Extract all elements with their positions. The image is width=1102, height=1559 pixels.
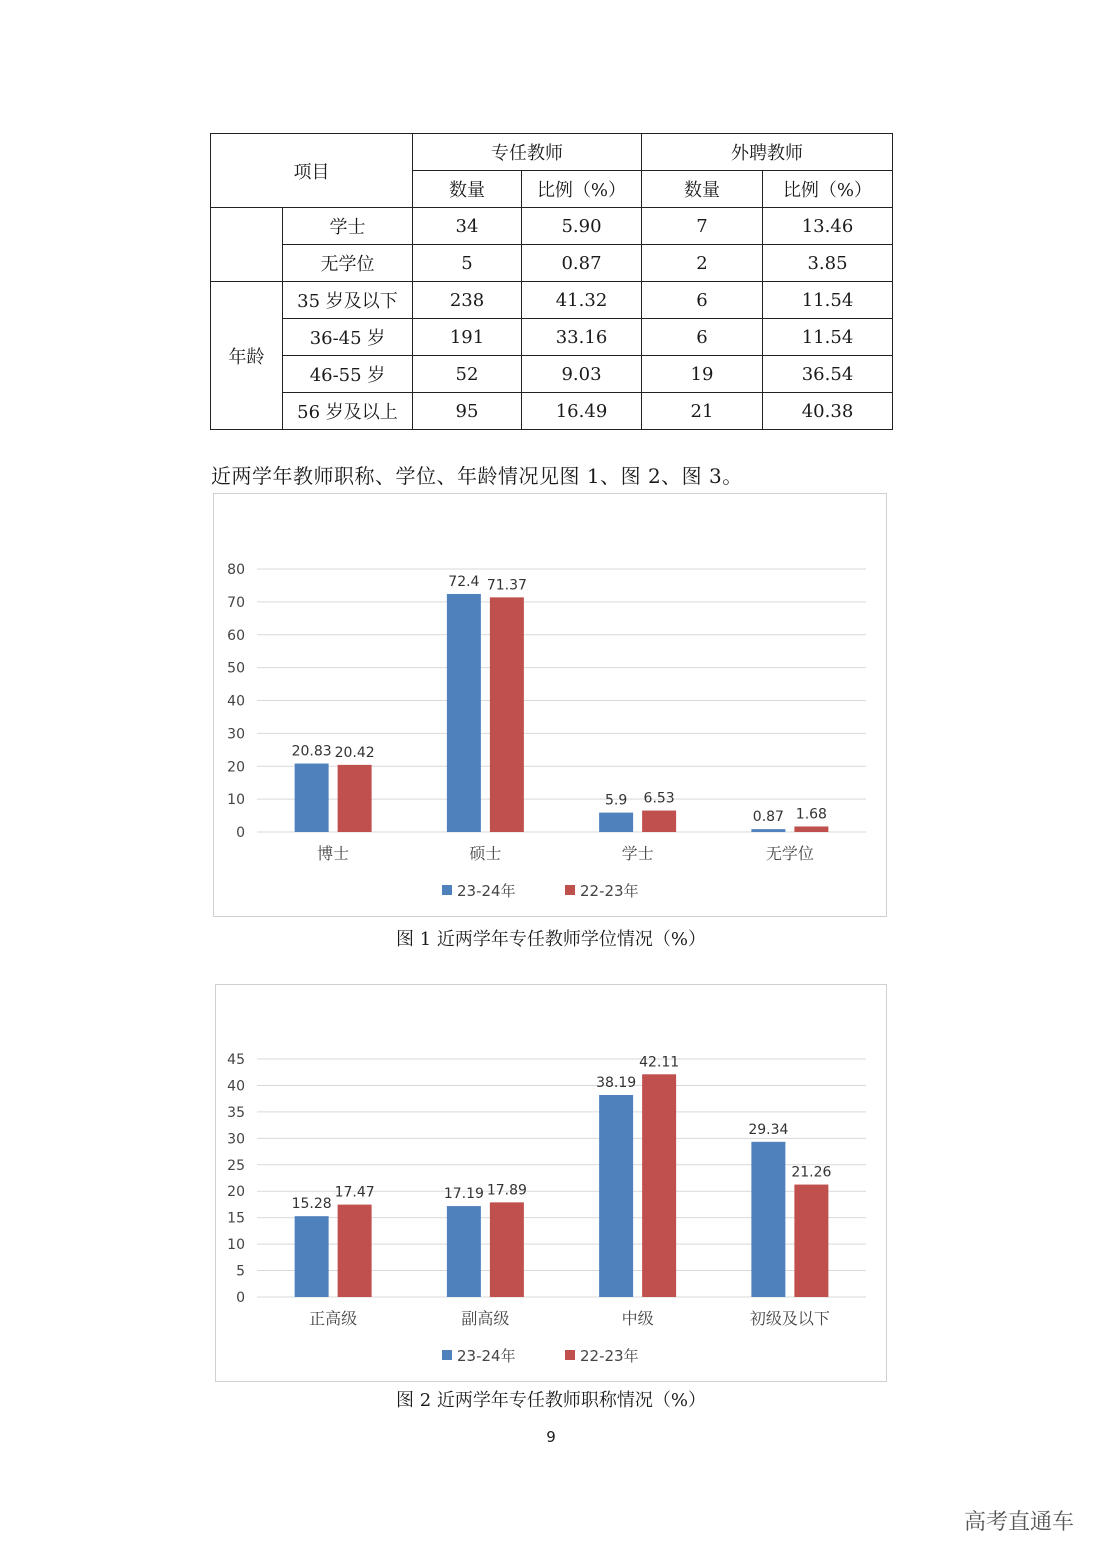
chart-degree-frame <box>213 493 887 917</box>
y-tick-label: 45 <box>227 1052 245 1068</box>
cell: 5.90 <box>522 208 642 245</box>
cell: 2 <box>642 245 763 282</box>
bar <box>338 765 372 832</box>
row-label: 56 岁及以上 <box>283 393 413 430</box>
y-tick-label: 25 <box>227 1157 245 1174</box>
cell: 191 <box>413 319 522 356</box>
legend-swatch <box>565 885 575 895</box>
data-label: 72.4 <box>448 573 480 590</box>
cell: 34 <box>413 208 522 245</box>
bar <box>794 826 828 832</box>
data-label: 17.47 <box>334 1184 375 1201</box>
bar <box>447 594 481 832</box>
bar <box>599 813 633 832</box>
cell: 41.32 <box>522 282 642 319</box>
chart-title-frame <box>215 984 887 1382</box>
group-cell-age: 年龄 <box>211 282 283 430</box>
y-tick-label: 30 <box>227 1131 245 1148</box>
legend-label: 23-24年 <box>457 1347 516 1365</box>
y-tick-label: 15 <box>227 1210 245 1227</box>
cell: 19 <box>642 356 763 393</box>
bar <box>490 1202 524 1297</box>
x-category-label: 学士 <box>621 844 654 863</box>
subheader-count-2: 数量 <box>642 171 763 208</box>
x-category-label: 副高级 <box>461 1309 510 1328</box>
x-category-label: 初级及以下 <box>749 1309 830 1328</box>
y-tick-label: 30 <box>227 726 245 743</box>
header-external: 外聘教师 <box>642 134 893 171</box>
legend-label: 23-24年 <box>457 882 516 900</box>
legend-swatch <box>442 885 452 895</box>
table-row <box>211 393 893 430</box>
bar <box>338 1205 372 1297</box>
table-row <box>211 319 893 356</box>
data-label: 1.68 <box>795 806 827 823</box>
data-label: 17.19 <box>443 1186 484 1203</box>
data-label: 38.19 <box>596 1075 637 1092</box>
row-label: 46-55 岁 <box>283 356 413 393</box>
y-tick-label: 5 <box>236 1263 245 1280</box>
bar <box>751 829 785 832</box>
cell: 5 <box>413 245 522 282</box>
bar <box>295 764 329 832</box>
y-tick-label: 20 <box>227 1184 245 1201</box>
table-row <box>211 208 893 245</box>
row-label: 无学位 <box>283 245 413 282</box>
table-row <box>211 282 893 319</box>
subheader-count-1: 数量 <box>413 171 522 208</box>
teacher-stats-table <box>210 133 893 430</box>
data-label: 6.53 <box>643 790 675 807</box>
data-label: 71.37 <box>486 577 527 594</box>
data-label: 0.87 <box>752 809 784 826</box>
y-tick-label: 10 <box>227 792 245 809</box>
table-row <box>211 356 893 393</box>
row-label: 36-45 岁 <box>283 319 413 356</box>
data-label: 15.28 <box>291 1196 332 1213</box>
subheader-ratio-2: 比例（%） <box>763 171 893 208</box>
x-category-label: 正高级 <box>309 1309 358 1328</box>
cell: 36.54 <box>763 356 893 393</box>
legend-swatch <box>565 1350 575 1360</box>
chart-degree-caption: 图 1 近两学年专任教师学位情况（%） <box>396 929 706 950</box>
y-tick-label: 0 <box>236 1290 245 1306</box>
table-row <box>211 245 893 282</box>
legend-label: 22-23年 <box>580 882 639 900</box>
bar <box>295 1216 329 1297</box>
y-tick-label: 10 <box>227 1237 245 1254</box>
data-label: 42.11 <box>639 1054 680 1071</box>
header-item: 项目 <box>211 134 413 208</box>
cell: 95 <box>413 393 522 430</box>
cell: 0.87 <box>522 245 642 282</box>
bar <box>751 1142 785 1297</box>
y-tick-label: 20 <box>227 759 245 776</box>
bar <box>642 1074 676 1297</box>
cell: 40.38 <box>763 393 893 430</box>
y-tick-label: 40 <box>227 693 245 710</box>
y-tick-label: 0 <box>236 825 245 841</box>
data-label: 17.89 <box>486 1182 527 1199</box>
subheader-ratio-1: 比例（%） <box>522 171 642 208</box>
cell: 6 <box>642 282 763 319</box>
row-label: 学士 <box>283 208 413 245</box>
legend-swatch <box>442 1350 452 1360</box>
chart-degree <box>214 494 886 916</box>
cell: 3.85 <box>763 245 893 282</box>
y-tick-label: 80 <box>227 562 245 578</box>
header-fulltime: 专任教师 <box>413 134 642 171</box>
row-label: 35 岁及以下 <box>283 282 413 319</box>
data-label: 21.26 <box>791 1164 832 1181</box>
group-cell-degree <box>211 208 283 282</box>
data-label: 20.42 <box>334 744 375 761</box>
cell: 16.49 <box>522 393 642 430</box>
intro-text: 近两学年教师职称、学位、年龄情况见图 1、图 2、图 3。 <box>211 464 743 488</box>
chart-professional-title <box>216 985 886 1381</box>
bar <box>599 1095 633 1297</box>
cell: 52 <box>413 356 522 393</box>
x-category-label: 中级 <box>621 1309 654 1328</box>
bar <box>447 1206 481 1297</box>
x-category-label: 硕士 <box>469 844 502 863</box>
cell: 9.03 <box>522 356 642 393</box>
y-tick-label: 70 <box>227 594 245 611</box>
data-label: 5.9 <box>604 792 628 809</box>
cell: 238 <box>413 282 522 319</box>
bar <box>794 1185 828 1297</box>
y-tick-label: 35 <box>227 1104 245 1121</box>
x-category-label: 无学位 <box>765 844 814 863</box>
cell: 13.46 <box>763 208 893 245</box>
legend-label: 22-23年 <box>580 1347 639 1365</box>
page-number: 9 <box>546 1428 556 1446</box>
cell: 7 <box>642 208 763 245</box>
cell: 33.16 <box>522 319 642 356</box>
cell: 11.54 <box>763 319 893 356</box>
y-tick-label: 60 <box>227 627 245 644</box>
cell: 6 <box>642 319 763 356</box>
cell: 11.54 <box>763 282 893 319</box>
data-label: 29.34 <box>748 1121 789 1138</box>
x-category-label: 博士 <box>317 844 350 863</box>
bar <box>490 597 524 832</box>
bar <box>642 811 676 832</box>
data-label: 20.83 <box>291 743 332 760</box>
y-tick-label: 50 <box>227 660 245 677</box>
y-tick-label: 40 <box>227 1078 245 1095</box>
cell: 21 <box>642 393 763 430</box>
watermark-text: 高考直通车 <box>963 1510 1074 1535</box>
chart-title-caption: 图 2 近两学年专任教师职称情况（%） <box>396 1390 706 1411</box>
